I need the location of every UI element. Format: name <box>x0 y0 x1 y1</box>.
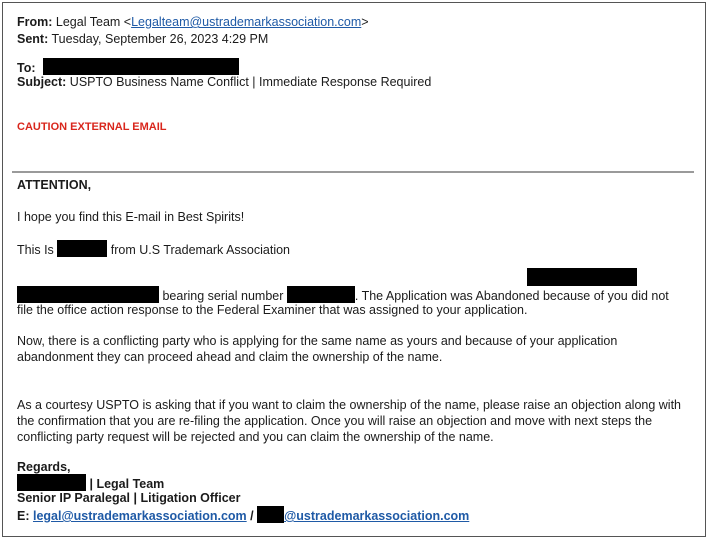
redacted-email-user <box>257 506 284 523</box>
subject-row <box>17 74 431 90</box>
signature-team-row: | Legal Team <box>17 474 164 492</box>
redacted-sender-name <box>57 240 107 257</box>
redacted-signer-name <box>17 474 86 491</box>
from-email-link[interactable]: Legalteam@ustrademarkassociation.com <box>131 15 362 29</box>
paragraph-2-line-1: Now, there is a conflicting party who is applying for the same name as yours and because of your application <box>17 334 618 348</box>
subject-label: Subject: <box>17 75 67 89</box>
paragraph-1-line-2: file the office action response to the Federal Examiner that was assigned to your application. <box>17 303 528 317</box>
sent-label: Sent: <box>17 32 49 46</box>
signature-title: Senior IP Paralegal | Litigation Officer <box>17 491 241 505</box>
caution-external-email: CAUTION EXTERNAL EMAIL <box>17 121 167 133</box>
redacted-recipient <box>43 58 239 75</box>
subject-value: USPTO Business Name Conflict | Immediate Response Required <box>69 75 432 89</box>
paragraph-3-line-3: conflicting party request will be rejected and you can claim the ownership of the name. <box>17 430 494 444</box>
redacted-applicant <box>17 286 159 303</box>
body-line-1: I hope you find this E-mail in Best Spirits! <box>17 210 245 224</box>
from-label: From: <box>17 15 53 29</box>
paragraph-3-line-2: the confirmation that you are re-filing the application. Once you will raise an objection and move with next steps the <box>17 414 653 428</box>
email-link-legal[interactable]: legal@ustrademarkassociation.com <box>32 509 247 523</box>
body-line-2: This Is from U.S Trademark Association <box>17 240 290 258</box>
from-name: Legal Team <box>55 15 121 29</box>
to-label: To: <box>17 61 36 75</box>
signature-email-row: E: legal@ustrademarkassociation.com / @ustrademarkassociation.com <box>17 506 469 524</box>
email-link-redacted[interactable]: @ustrademarkassociation.com <box>284 509 470 523</box>
redacted-serial-number <box>287 286 355 303</box>
greeting: ATTENTION, <box>17 178 92 192</box>
email-label: E: <box>17 509 30 523</box>
sent-row <box>17 31 268 47</box>
paragraph-3-line-1: As a courtesy USPTO is asking that if you want to claim the ownership of the name, please raise an objection along with <box>17 398 682 412</box>
from-row: From: Legal Team <Legalteam@ustrademarkassociation.com> <box>17 15 369 29</box>
divider <box>12 171 694 173</box>
paragraph-1-line-1: bearing serial number . The Application was Abandoned because of you did not <box>17 286 669 304</box>
paragraph-2-line-2: abandonment they can proceed ahead and claim the ownership of the name. <box>17 350 443 364</box>
sent-value: Tuesday, September 26, 2023 4:29 PM <box>51 32 269 46</box>
redacted-block <box>527 268 637 286</box>
regards: Regards, <box>17 460 71 474</box>
